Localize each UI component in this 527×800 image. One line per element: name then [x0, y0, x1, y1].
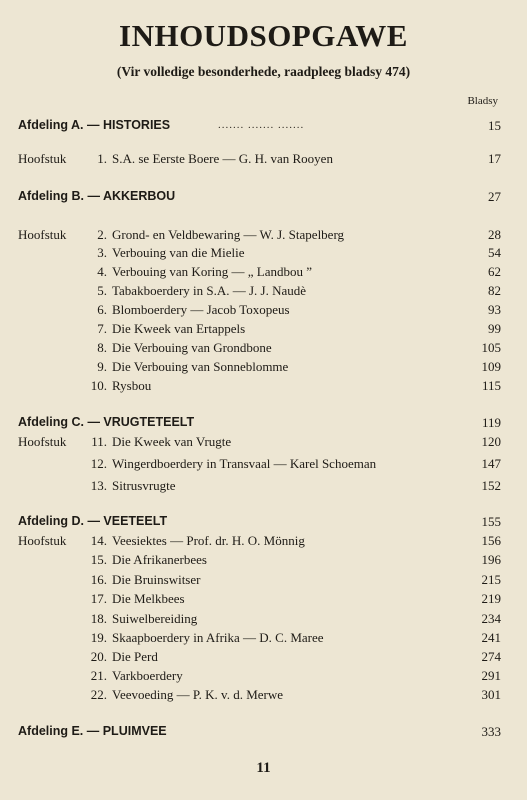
chapter-number: 3.	[97, 245, 107, 260]
chapter-row	[0, 151, 527, 169]
chapter-title: Grond- en Veldbewaring — W. J. Stapelberg	[112, 227, 345, 242]
chapter-row	[0, 630, 527, 648]
chapter-title: Tabakboerdery in S.A. — J. J. Naudè	[112, 283, 307, 298]
chapter-label: Hoofstuk	[18, 151, 67, 166]
chapter-row	[0, 572, 527, 590]
chapter-title: Varkboerdery	[112, 668, 183, 683]
chapter-page: 196	[481, 552, 501, 567]
chapter-page: 152	[481, 478, 501, 493]
chapter-page: 17	[488, 151, 501, 166]
chapter-number: 6.	[97, 302, 107, 317]
chapter-page: 241	[481, 630, 501, 645]
chapter-label: Hoofstuk	[18, 434, 67, 449]
chapter-page: 93	[488, 302, 501, 317]
chapter-title: Verbouing van Koring — „ Landbou ”	[112, 264, 313, 279]
chapter-page: 115	[481, 378, 501, 393]
chapter-number: 22.	[90, 687, 107, 702]
chapter-row	[0, 378, 527, 396]
chapter-row	[0, 533, 527, 551]
chapter-number: 17.	[90, 591, 107, 606]
chapter-title: Die Afrikanerbees	[112, 552, 207, 567]
chapter-page: 120	[481, 434, 501, 449]
chapter-title: Sitrusvrugte	[112, 478, 176, 493]
chapter-title: S.A. se Eerste Boere — G. H. van Rooyen	[112, 151, 333, 166]
page-title: INHOUDSOPGAWE	[119, 18, 408, 53]
page-subtitle: (Vir volledige besonderhede, raadpleeg bladsy 474)	[116, 64, 411, 79]
section-row-a	[0, 118, 527, 136]
chapter-page: 54	[488, 245, 501, 260]
chapter-row	[0, 456, 527, 474]
chapter-title: Blomboerdery — Jacob Toxopeus	[112, 302, 290, 317]
chapter-page: 301	[481, 687, 501, 702]
section-page: 15	[488, 118, 501, 133]
chapter-page: 99	[488, 321, 501, 336]
chapter-title: Die Kweek van Vrugte	[112, 434, 232, 449]
section-label: Afdeling C. — VRUGTETEELT	[18, 415, 195, 429]
chapter-row	[0, 478, 527, 496]
chapter-number: 2.	[97, 227, 107, 242]
chapter-label: Hoofstuk	[18, 533, 67, 548]
chapter-number: 11.	[91, 434, 107, 449]
chapter-row	[0, 283, 527, 301]
chapter-page: 147	[481, 456, 501, 471]
chapter-title: Suiwelbereiding	[112, 611, 198, 626]
chapter-number: 9.	[97, 359, 107, 374]
chapter-row	[0, 340, 527, 358]
chapter-number: 8.	[97, 340, 107, 355]
chapter-title: Skaapboerdery in Afrika — D. C. Maree	[112, 630, 324, 645]
section-label: Afdeling A. — HISTORIES	[18, 118, 171, 132]
chapter-title: Die Melkbees	[112, 591, 185, 606]
chapter-row	[0, 591, 527, 609]
chapter-row	[0, 649, 527, 667]
chapter-title: Die Perd	[112, 649, 158, 664]
chapter-number: 21.	[90, 668, 107, 683]
chapter-page: 82	[488, 283, 501, 298]
chapter-number: 5.	[97, 283, 107, 298]
chapter-row	[0, 321, 527, 339]
chapter-title: Veevoeding — P. K. v. d. Merwe	[112, 687, 284, 702]
section-page: 333	[481, 724, 501, 739]
chapter-number: 19.	[90, 630, 107, 645]
chapter-number: 4.	[97, 264, 107, 279]
leader-dots: ....... ....... .......	[218, 119, 305, 131]
chapter-page: 291	[481, 668, 501, 683]
chapter-row	[0, 264, 527, 282]
chapter-page: 109	[481, 359, 501, 374]
chapter-number: 20.	[90, 649, 107, 664]
page-number: 11	[256, 760, 271, 776]
chapter-row	[0, 552, 527, 570]
chapter-row	[0, 245, 527, 263]
chapter-row	[0, 611, 527, 629]
chapter-title: Wingerdboerdery in Transvaal — Karel Schoeman	[112, 456, 377, 471]
chapter-number: 18.	[90, 611, 107, 626]
chapter-number: 1.	[97, 151, 107, 166]
chapter-title: Die Verbouing van Grondbone	[112, 340, 272, 355]
page-column-header: Bladsy	[467, 95, 498, 107]
chapter-number: 15.	[90, 552, 107, 567]
chapter-page: 156	[481, 533, 501, 548]
chapter-page: 274	[481, 649, 501, 664]
section-row-b	[0, 189, 527, 207]
chapter-number: 10.	[90, 378, 107, 393]
chapter-page: 62	[488, 264, 501, 279]
section-page: 155	[481, 514, 501, 529]
section-page: 119	[481, 415, 501, 430]
chapter-number: 14.	[90, 533, 107, 548]
chapter-title: Die Verbouing van Sonneblomme	[112, 359, 289, 374]
chapter-page: 215	[481, 572, 501, 587]
chapter-row	[0, 434, 527, 452]
section-label: Afdeling D. — VEETEELT	[18, 514, 168, 528]
section-label: Afdeling B. — AKKERBOU	[18, 189, 176, 203]
section-row-d	[0, 514, 527, 532]
chapter-page: 234	[481, 611, 501, 626]
chapter-number: 16.	[90, 572, 107, 587]
chapter-title: Veesiektes — Prof. dr. H. O. Mönnig	[112, 533, 305, 548]
chapter-title: Die Bruinswitser	[112, 572, 201, 587]
section-row-e	[0, 724, 527, 742]
chapter-row	[0, 687, 527, 705]
chapter-title: Verbouing van die Mielie	[112, 245, 245, 260]
chapter-number: 13.	[90, 478, 107, 493]
chapter-title: Rysbou	[112, 378, 152, 393]
section-page: 27	[488, 189, 501, 204]
chapter-number: 12.	[90, 456, 107, 471]
chapter-page: 28	[488, 227, 501, 242]
chapter-row	[0, 668, 527, 686]
chapter-row	[0, 359, 527, 377]
section-label: Afdeling E. — PLUIMVEE	[18, 724, 167, 738]
chapter-page: 105	[481, 340, 501, 355]
chapter-row	[0, 227, 527, 245]
chapter-label: Hoofstuk	[18, 227, 67, 242]
chapter-page: 219	[481, 591, 501, 606]
chapter-title: Die Kweek van Ertappels	[112, 321, 246, 336]
chapter-number: 7.	[97, 321, 107, 336]
chapter-row	[0, 302, 527, 320]
section-row-c	[0, 415, 527, 433]
